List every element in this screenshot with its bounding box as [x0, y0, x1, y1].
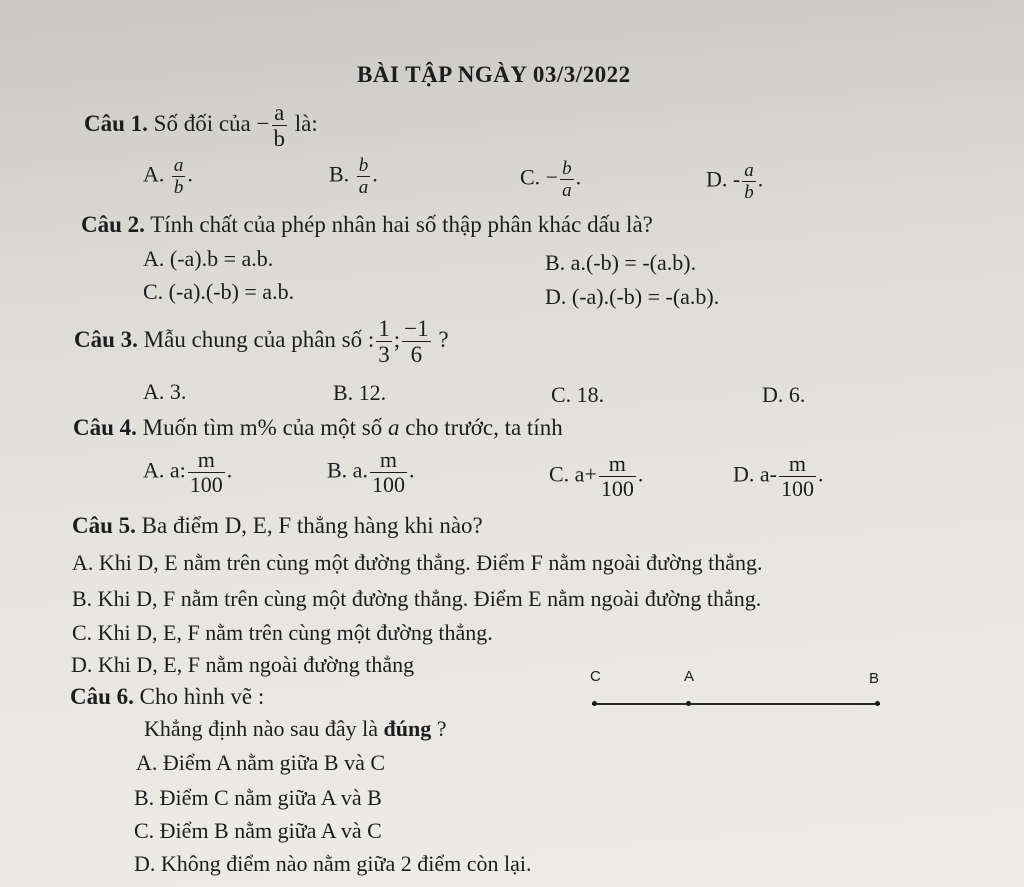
question-4	[73, 415, 563, 441]
point-c-dot	[592, 701, 597, 706]
q1-option-a[interactable]	[143, 155, 193, 198]
q2-option-a[interactable]: A. (-a).b = a.b.	[143, 246, 274, 271]
fraction-numerator: b	[562, 158, 572, 179]
q1-option-d[interactable]	[706, 160, 763, 203]
q6-option-b[interactable]: B. Điểm C nằm giữa A và B	[134, 785, 382, 810]
option-end: .	[408, 457, 415, 483]
q6-option-c[interactable]: C. Điểm B nằm giữa A và C	[134, 818, 382, 843]
q2-option-d[interactable]: D. (-a).(-b) = -(a.b).	[545, 284, 720, 309]
option-fraction	[357, 155, 371, 198]
q5-option-b[interactable]: B. Khi D, F nằm trên cùng một đường thẳng. Điểm E nằm ngoài đường thẳng.	[72, 586, 762, 611]
q2-option-b[interactable]: B. a.(-b) = -(a.b).	[545, 250, 697, 275]
option-key: D.	[706, 166, 728, 192]
option-fraction	[560, 158, 574, 201]
q3-option-d[interactable]: D. 6.	[762, 382, 806, 407]
option-key: A.	[143, 161, 165, 187]
prompt-text: Khẳng định nào sau đây là	[144, 716, 384, 741]
option-end: .	[226, 457, 233, 483]
q5-option-d[interactable]: D. Khi D, E, F nằm ngoài đường thẳng	[71, 652, 415, 677]
fraction-numerator: 1	[378, 316, 390, 341]
option-key: A. a:	[143, 457, 186, 483]
question-5-label: Câu 5.	[72, 513, 136, 538]
fraction-denominator: 6	[410, 342, 423, 367]
fraction-denominator: 100	[780, 476, 814, 501]
prompt-end: ?	[431, 716, 447, 741]
question-4-text: Muốn tìm m% của một số	[136, 415, 388, 440]
option-sign: −	[545, 164, 559, 190]
fraction-numerator: a	[173, 155, 184, 176]
point-a-dot	[686, 701, 691, 706]
question-2-label: Câu 2.	[81, 212, 145, 237]
page-title: BÀI TẬP NGÀY 03/3/2022	[357, 62, 631, 87]
point-b-dot	[875, 701, 880, 706]
option-fraction	[188, 448, 225, 497]
q5-option-c[interactable]: C. Khi D, E, F nằm trên cùng một đường thẳng.	[72, 620, 493, 645]
q3-option-c[interactable]: C. 18.	[551, 382, 605, 407]
fraction-numerator: m	[370, 448, 407, 473]
fraction-denominator: 100	[600, 476, 634, 501]
option-end: .	[372, 161, 378, 187]
question-3-separator: ;	[393, 326, 401, 352]
option-end: .	[757, 166, 764, 192]
fraction-numerator: m	[599, 452, 636, 477]
question-5	[72, 513, 483, 539]
option-key: B. a.	[327, 457, 368, 483]
fraction-numerator: −1	[404, 316, 429, 341]
q3-option-b[interactable]: B. 12.	[333, 380, 387, 405]
fraction-numerator: m	[779, 452, 816, 477]
question-3	[74, 316, 449, 367]
fraction-denominator: a	[358, 177, 369, 198]
option-end: .	[817, 461, 824, 487]
q3-option-a[interactable]: A. 3.	[143, 379, 187, 404]
fraction-denominator: b	[273, 126, 285, 151]
question-3-label: Câu 3.	[74, 326, 138, 352]
question-5-text: Ba điểm D, E, F thẳng hàng khi nào?	[135, 513, 483, 538]
question-3-text: Mẫu chung của phân số :	[137, 326, 375, 352]
option-sign: -	[732, 166, 741, 192]
option-key: C. a+	[549, 461, 597, 487]
question-1-label: Câu 1.	[84, 110, 148, 136]
option-key: D. a-	[733, 461, 777, 487]
point-a-label: A	[684, 668, 695, 685]
q4-option-a[interactable]	[143, 448, 232, 497]
point-c-label: C	[590, 668, 601, 685]
question-3-fraction-1	[376, 316, 392, 367]
question-3-fraction-2	[402, 316, 430, 367]
question-4-text-after: cho trước, ta tính	[399, 415, 563, 440]
option-end: .	[187, 161, 193, 187]
q5-option-a[interactable]: A. Khi D, E nằm trên cùng một đường thẳng. Điểm F nằm ngoài đường thẳng.	[72, 550, 763, 575]
q1-option-b[interactable]	[329, 155, 378, 198]
q4-option-b[interactable]	[327, 448, 414, 497]
question-1	[84, 100, 318, 151]
option-key: B.	[329, 161, 350, 187]
fraction-denominator: a	[562, 180, 572, 201]
prompt-emphasis: đúng	[383, 716, 432, 741]
fraction-denominator: 3	[378, 342, 390, 367]
option-fraction	[172, 155, 186, 198]
fraction-denominator: b	[744, 182, 754, 203]
fraction-denominator: 100	[371, 472, 405, 497]
q1-option-c[interactable]	[520, 158, 581, 201]
point-b-label: B	[869, 670, 880, 687]
q4-option-c[interactable]	[549, 452, 643, 501]
question-1-text-after: là:	[289, 110, 318, 136]
line-segment	[592, 703, 880, 705]
q2-option-c[interactable]: C. (-a).(-b) = a.b.	[143, 279, 295, 304]
question-3-end: ?	[432, 326, 449, 352]
option-fraction	[599, 452, 636, 501]
fraction-numerator: a	[744, 160, 754, 181]
question-4-label: Câu 4.	[73, 415, 137, 440]
question-6-label: Câu 6.	[70, 684, 134, 709]
option-fraction	[370, 448, 407, 497]
option-end: .	[637, 461, 644, 487]
question-1-text: Số đối của	[147, 110, 257, 136]
fraction-numerator: b	[358, 155, 369, 176]
q6-option-a[interactable]: A. Điểm A nằm giữa B và C	[136, 750, 386, 775]
question-1-minus: −	[256, 110, 270, 136]
option-key: C.	[520, 164, 541, 190]
question-2	[81, 212, 653, 238]
question-6-text: Cho hình vẽ :	[133, 684, 265, 709]
option-fraction	[779, 452, 816, 501]
question-6-prompt	[144, 716, 446, 742]
question-4-variable: a	[387, 415, 400, 440]
q6-option-d[interactable]: D. Không điểm nào nằm giữa 2 điểm còn lại.	[134, 851, 532, 876]
fraction-numerator: m	[188, 448, 225, 473]
question-1-fraction	[272, 100, 288, 151]
q4-option-d[interactable]	[733, 452, 823, 501]
fraction-numerator: a	[272, 100, 288, 126]
option-fraction	[742, 160, 756, 203]
question-2-text: Tính chất của phép nhân hai số thập phân khác dấu là?	[144, 212, 653, 237]
question-6	[70, 684, 264, 710]
option-end: .	[575, 164, 582, 190]
fraction-denominator: b	[173, 177, 184, 198]
fraction-denominator: 100	[189, 472, 223, 497]
